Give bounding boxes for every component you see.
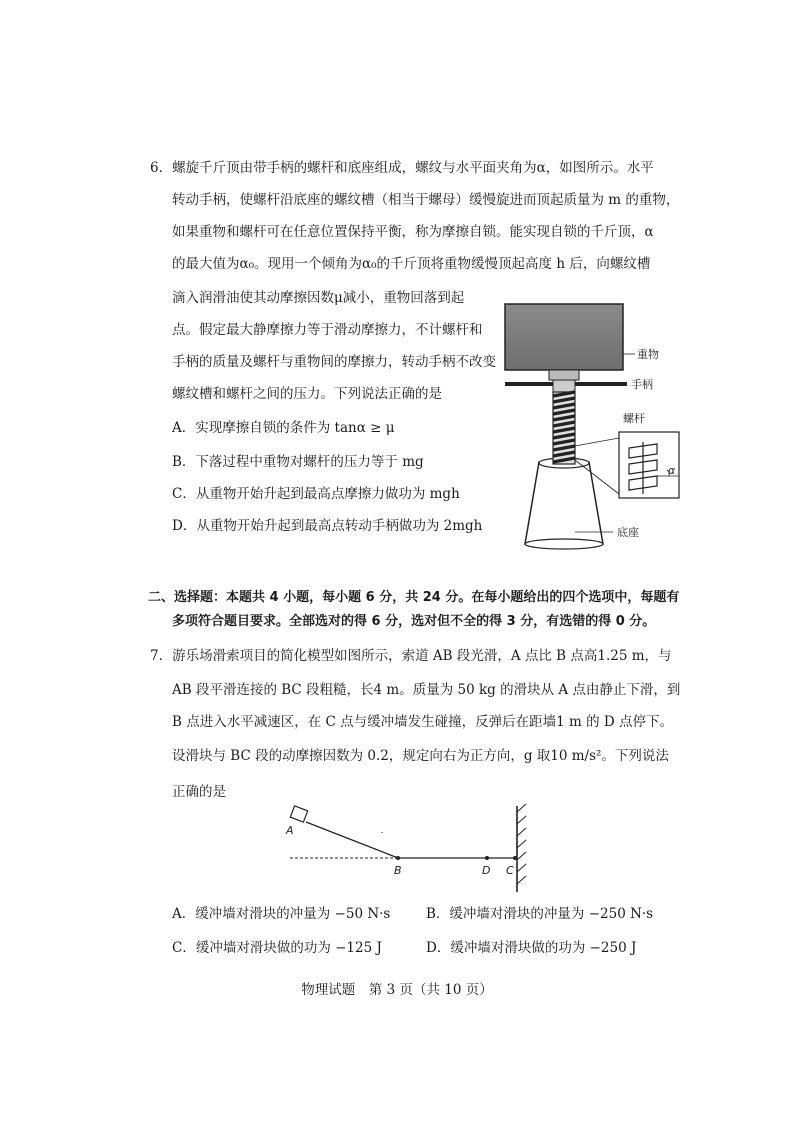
point-d <box>485 856 489 860</box>
q6-option-d: D．从重物开始升起到最高点转动手柄做功为 2mgh <box>172 518 483 534</box>
q7-line-3: B 点进入水平减速区，在 C 点与缓冲墙发生碰撞，反弹后在距墙1 m 的 D 点停下。 <box>172 714 674 730</box>
label-handle: 手柄 <box>631 378 653 391</box>
point-b <box>396 856 400 860</box>
q7-line-2: AB 段平滑连接的 BC 段粗糙，长4 m。质量为 50 kg 的滑块从 A 点由静止下滑，到 <box>172 682 681 698</box>
section2-heading-1: 二、选择题：本题共 4 小题，每小题 6 分，共 24 分。在每小题给出的四个选项中，每题有 <box>148 590 680 605</box>
q6-line-5: 滴入润滑油使其动摩擦因数μ减小，重物回落到起 <box>172 290 465 306</box>
q7-line-5: 正确的是 <box>172 784 226 800</box>
q6-line-7: 手柄的质量及螺杆与重物间的摩擦力，转动手柄不改变 <box>172 354 496 370</box>
screw-rod <box>553 392 575 464</box>
q6-option-a: A．实现摩擦自锁的条件为 tanα ≥ μ <box>172 420 395 436</box>
q6-line-6: 点。假定最大静摩擦力等于滑动摩擦力，不计螺杆和 <box>172 322 483 338</box>
q6-line-4: 的最大值为α₀。现用一个倾角为α₀的千斤顶将重物缓慢顶起高度 h 后，向螺纹槽 <box>172 256 651 272</box>
label-weight: 重物 <box>637 348 659 361</box>
q7-line-1: 7．游乐场滑索项目的简化模型如图所示，索道 AB 段光滑，A 点比 B 点高1.25 m，与 <box>150 648 672 664</box>
q6-option-c: C．从重物开始升起到最高点摩擦力做功为 mgh <box>172 486 460 502</box>
q7-option-a: A．缓冲墙对滑块的冲量为 −50 N·s <box>172 906 391 922</box>
q6-option-b: B．下落过程中重物对螺杆的压力等于 mg <box>172 454 424 470</box>
page-footer: 物理试题 第 3 页（共 10 页） <box>301 982 493 998</box>
slider-block <box>290 806 307 822</box>
q6-line-2: 转动手柄，使螺杆沿底座的螺纹槽（相当于螺母）缓慢旋进而顶起质量为 m 的重物， <box>172 192 680 208</box>
thread-detail <box>629 442 657 494</box>
q6-line-3: 如果重物和螺杆可在任意位置保持平衡，称为摩擦自锁。能实现自锁的千斤顶，α <box>172 224 654 240</box>
q7-option-b: B．缓冲墙对滑块的冲量为 −250 N·s <box>426 906 654 922</box>
q6-line-1: 6．螺旋千斤顶由带手柄的螺杆和底座组成，螺纹与水平面夹角为α，如图所示。水平 <box>150 160 654 176</box>
screw-cap <box>549 370 579 380</box>
label-base: 底座 <box>617 526 639 539</box>
label-a: A <box>286 824 294 837</box>
label-angle: α <box>668 464 676 477</box>
q7-option-d: D．缓冲墙对滑块做的功为 −250 J <box>426 940 637 956</box>
label-b: B <box>394 864 402 877</box>
track-ab <box>306 822 398 858</box>
q7-line-4: 设滑块与 BC 段的动摩擦因数为 0.2，规定向右为正方向，g 取10 m/s²。下列说法 <box>172 748 669 764</box>
weight-block <box>505 304 623 370</box>
screw-jack-figure <box>495 298 695 558</box>
q6-line-8: 螺纹槽和螺杆之间的压力。下列说法正确的是 <box>172 386 442 402</box>
zipline-figure <box>282 802 552 894</box>
wall-hatch <box>517 804 526 884</box>
label-screw: 螺杆 <box>623 412 645 425</box>
label-c: C <box>506 864 514 877</box>
label-d: D <box>482 864 491 877</box>
section2-heading-2: 多项符合题目要求。全部选对的得 6 分，选对但不全的得 3 分，有选错的得 0 分。 <box>172 614 656 629</box>
q7-option-c: C．缓冲墙对滑块做的功为 −125 J <box>172 940 382 956</box>
